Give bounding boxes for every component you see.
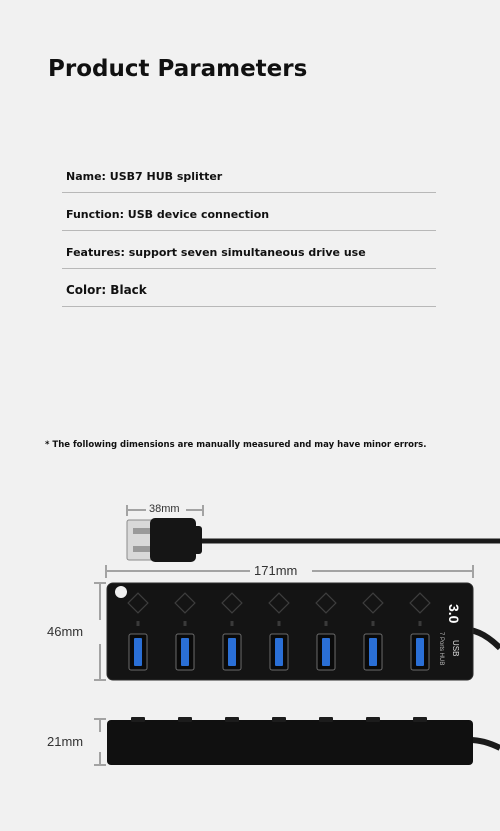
usb-port-tongue xyxy=(181,638,189,666)
usb-port-tongue xyxy=(416,638,424,666)
side-switch-bump xyxy=(319,717,333,722)
param-name: Name: USB7 HUB splitter xyxy=(66,170,223,183)
hub-top-view xyxy=(107,583,473,680)
port-led xyxy=(184,621,187,626)
port-led xyxy=(137,621,140,626)
side-switch-bump xyxy=(413,717,427,722)
usb-port-tongue xyxy=(275,638,283,666)
usb-label: USB xyxy=(451,640,460,657)
side-switch-bump xyxy=(272,717,286,722)
hub-side-view xyxy=(107,717,473,765)
param-color: Color: Black xyxy=(66,283,147,297)
indicator-light xyxy=(115,586,127,598)
port-led xyxy=(325,621,328,626)
usb-port-tongue xyxy=(322,638,330,666)
side-switch-bump xyxy=(225,717,239,722)
measurement-note: * The following dimensions are manually measured and may have minor errors. xyxy=(45,440,427,450)
side-switch-bump xyxy=(178,717,192,722)
port-led xyxy=(278,621,281,626)
port-led xyxy=(231,621,234,626)
usb-port-tongue xyxy=(369,638,377,666)
port-led xyxy=(372,621,375,626)
height-label: 21mm xyxy=(47,734,84,749)
param-function: Function: USB device connection xyxy=(66,208,270,221)
port-led xyxy=(419,621,422,626)
length-label: 171mm xyxy=(254,563,298,578)
ports-label: 7 Ports HUB xyxy=(438,632,444,666)
side-cable xyxy=(470,740,500,748)
hub-cable xyxy=(470,630,500,648)
page-title: Product Parameters xyxy=(48,56,308,82)
height-dimension-line xyxy=(94,719,106,765)
usb-plug xyxy=(127,518,202,562)
param-features: Features: support seven simultaneous drive use xyxy=(66,246,366,259)
side-switch-bump xyxy=(131,717,145,722)
plug-width-label: 38mm xyxy=(149,503,180,515)
side-switch-bump xyxy=(366,717,380,722)
usb-port-tongue xyxy=(134,638,142,666)
width-dimension-line xyxy=(94,583,106,680)
width-label: 46mm xyxy=(47,624,84,639)
usb-version-badge: 3.0 xyxy=(446,604,462,624)
usb-port-tongue xyxy=(228,638,236,666)
